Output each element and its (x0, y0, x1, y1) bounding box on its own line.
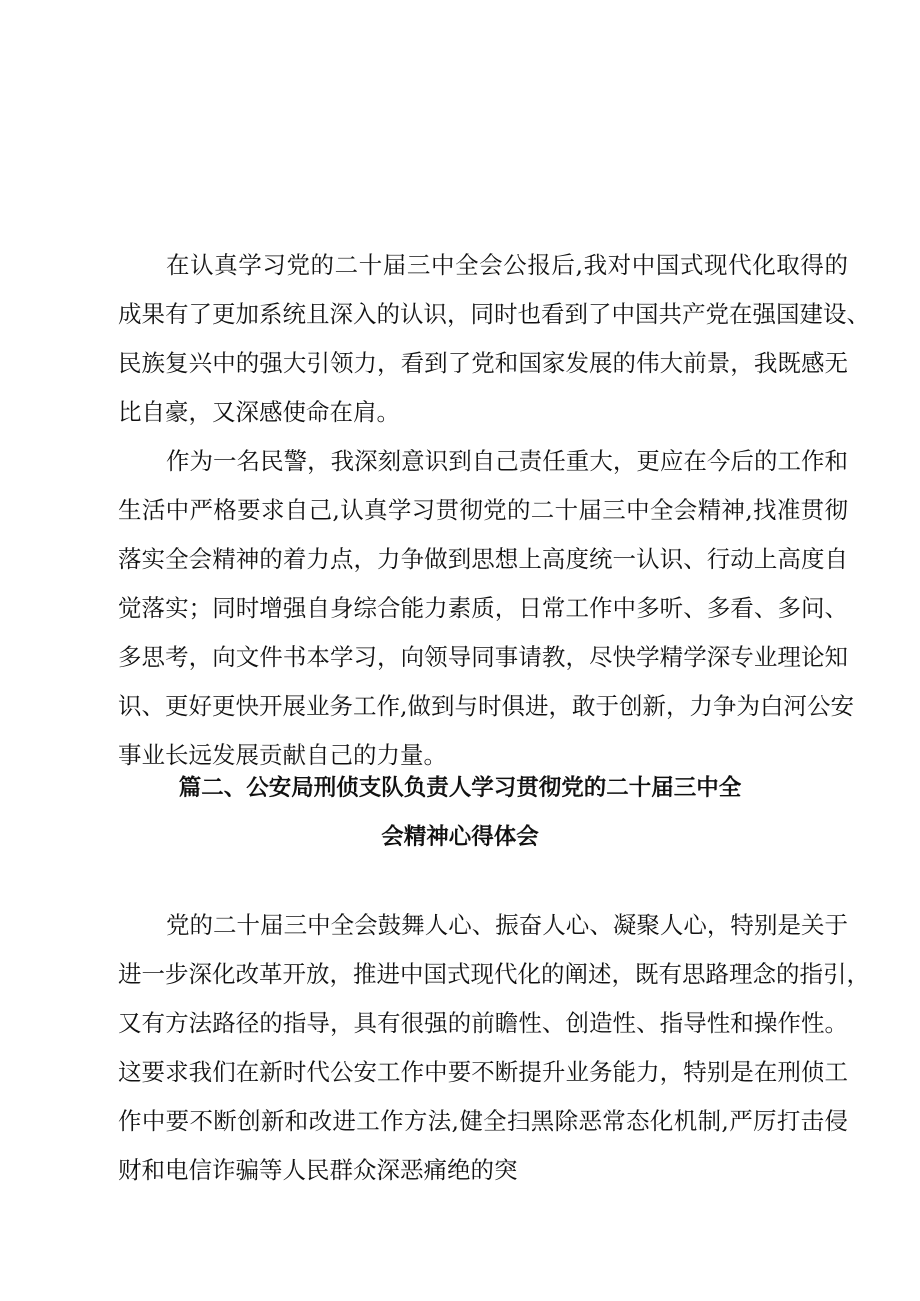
section-paragraph-line-3: 又有方法路径的指导，具有很强的前瞻性、创造性、指导性和操作性。 (118, 1009, 848, 1037)
paragraph-1-line-2: 成果有了更加系统且深入的认识，同时也看到了中国共产党在强国建设、 (118, 300, 870, 328)
section-paragraph-line-5: 作中要不断创新和改进工作方法,健全扫黑除恶常态化机制,严厉打击侵 (118, 1107, 848, 1135)
section-paragraph-line-4: 这要求我们在新时代公安工作中要不断提升业务能力，特别是在刑侦工 (118, 1058, 848, 1086)
paragraph-1-line-1: 在认真学习党的二十届三中全会公报后,我对中国式现代化取得的 (166, 251, 848, 279)
section-paragraph-line-2: 进一步深化改革开放，推进中国式现代化的阐述，既有思路理念的指引， (118, 960, 870, 988)
paragraph-2-line-3: 落实全会精神的着力点，力争做到思想上高度统一认识、行动上高度自 (118, 545, 848, 573)
paragraph-2-line-1: 作为一名民警，我深刻意识到自己责任重大，更应在今后的工作和 (166, 447, 848, 475)
paragraph-1-line-3: 民族复兴中的强大引领力，看到了党和国家发展的伟大前景，我既感无 (118, 349, 848, 377)
section-heading-line-1: 篇二、公安局刑侦支队负责人学习贯彻党的二十届三中全 (178, 775, 742, 801)
paragraph-2-line-4: 觉落实；同时增强自身综合能力素质，日常工作中多听、多看、多问、 (118, 594, 848, 622)
paragraph-2-line-6: 识、更好更快开展业务工作,做到与时俱进，敢于创新，力争为白河公安 (118, 692, 854, 720)
paragraph-2-line-2: 生活中严格要求自己,认真学习贯彻党的二十届三中全会精神,找准贯彻 (118, 496, 848, 524)
section-paragraph-line-6: 财和电信诈骗等人民群众深恶痛绝的突 (118, 1156, 518, 1184)
paragraph-2-line-5: 多思考，向文件书本学习，向领导同事请教，尽快学精学深专业理论知 (118, 643, 848, 671)
paragraph-1-line-4: 比自豪，又深感使命在肩。 (118, 398, 400, 426)
section-paragraph-line-1: 党的二十届三中全会鼓舞人心、振奋人心、凝聚人心，特别是关于 (166, 911, 848, 939)
section-heading-line-2: 会精神心得体会 (381, 824, 539, 850)
paragraph-2-line-7: 事业长远发展贡献自己的力量。 (118, 741, 447, 769)
